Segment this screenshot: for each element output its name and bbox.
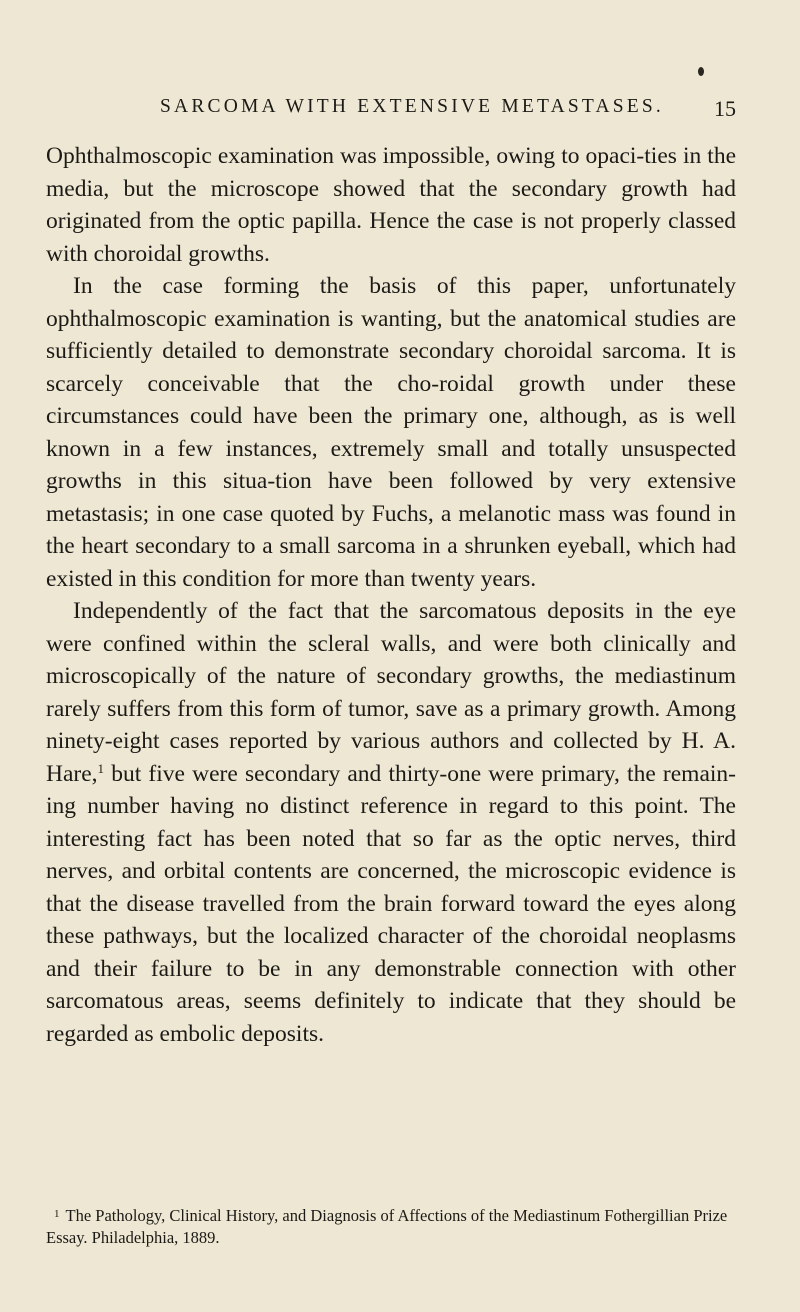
page-number: 15: [714, 96, 736, 121]
ink-speck: [698, 67, 704, 76]
running-header: [160, 96, 736, 126]
footnote-mark: 1: [54, 1208, 60, 1220]
paragraph-2: In the case forming the basis of this paper, unfortunately ophthalmoscopic examination is wanting, but the anatomical studies are sufficiently detailed to demonstrate secondary choroidal sarcoma. It is scarcely conceivable that the cho-roidal growth under these circumstances could have been the primary one, although, as is well known in a few instances, extremely small and totally unsuspected growths in this situa-tion have been followed by very extensive metastasis; in one case quoted by Fuchs, a melanotic mass was found in the heart secondary to a small sarcoma in a shrunken eyeball, which had existed in this condition for more than twenty years.: [46, 273, 736, 592]
body-text: [46, 140, 736, 1050]
paragraph-3: [46, 595, 736, 1050]
paragraph-3-text-a: Independently of the fact that the sarcomatous deposits in the eye were confined within the scleral walls, and were both clinically and microscopically of the nature of secondary growths, the mediastinum rarely suffers from this form of tumor, save as a primary growth. Among ninety-eight cases reported by various authors and collected by H. A. Hare,: [46, 598, 736, 787]
paragraph-3-text-b: but five were secondary and thirty-one were primary, the remain-ing number having no distinct reference in regard to this point. The interesting fact has been noted that so far as the optic nerves, third nerves, and orbital contents are concerned, the microscopic evidence is that the disease travelled from the brain forward toward the eyes along these pathways, but the localized character of the choroidal neoplasms and their failure to be in any demonstrable connection with other sarcomatous areas, seems definitely to indicate that they should be regarded as embolic deposits.: [46, 760, 736, 1047]
paragraph-1: Ophthalmoscopic examination was impossible, owing to opaci-ties in the media, but the microscope showed that the secondary growth had originated from the optic papilla. Hence the case is not properly classed with choroidal growths.: [46, 143, 736, 267]
footnote-reference[interactable]: 1: [97, 760, 105, 776]
running-title: SARCOMA WITH EXTENSIVE METASTASES.: [160, 96, 664, 117]
footnote-text: The Pathology, Clinical History, and Diagnosis of Affections of the Mediastinum Fothergillian Prize Essay. Philadelphia, 1889.: [46, 1206, 728, 1247]
footnote: [46, 1203, 736, 1249]
